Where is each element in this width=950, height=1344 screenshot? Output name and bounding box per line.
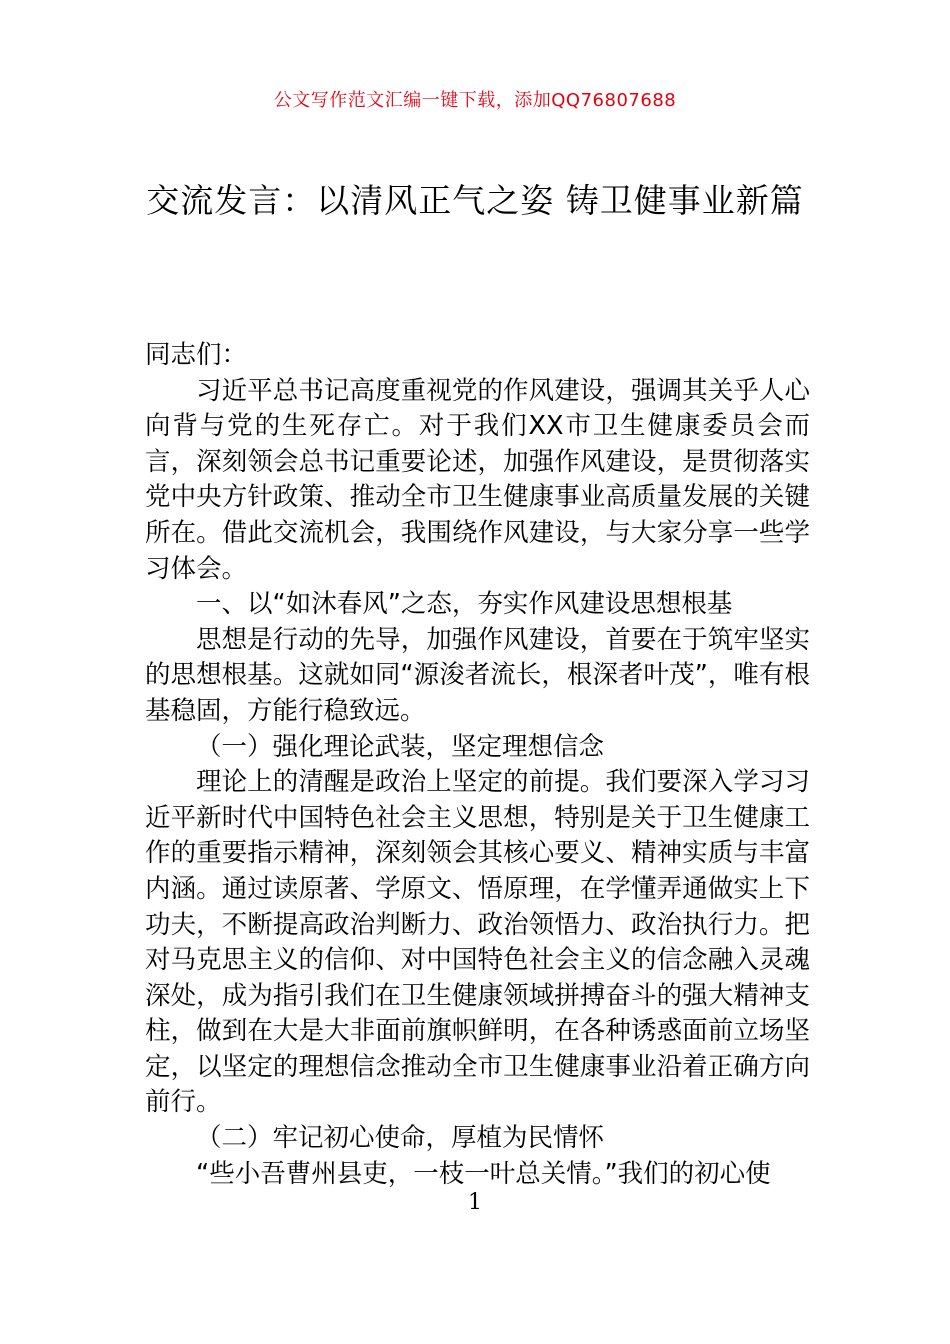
body-paragraph: 习近平总书记高度重视党的作风建设，强调其关乎人心向背与党的生死存亡。对于我们XX市卫生健康委员会而言，深刻领会总书记重要论述，加强作风建设，是贯彻落实党中央方针政策、推动全市卫生健康事业高质量发展的关键所在。借此交流机会，我围绕作风建设，与大家分享一些学习体会。 — [145, 375, 810, 584]
body-paragraph: “些小吾曹州县吏，一枝一叶总关情。”我们的初心使 — [196, 1158, 771, 1189]
subsection-heading: （一）强化理论武装，坚定理想信念 — [196, 731, 605, 762]
body-paragraph: 理论上的清醒是政治上坚定的前提。我们要深入学习习近平新时代中国特色社会主义思想，特别是关于卫生健康工作的重要指示精神，深刻领会其核心要义、精神实质与丰富内涵。通过读原著、学原文、悟原理，在学懂弄通做实上下功夫，不断提高政治判断力、政治领悟力、政治执行力。把对马克思主义的信仰、对中国特色社会主义的信念融入灵魂深处，成为指引我们在卫生健康领域拼搏奋斗的强大精神支柱，做到在大是大非面前旗帜鲜明，在各种诱惑面前立场坚定，以坚定的理想信念推动全市卫生健康事业沿着正确方向前行。 — [145, 767, 810, 1118]
salutation: 同志们： — [145, 340, 248, 370]
page-number: 1 — [468, 1190, 482, 1215]
section-heading: 一、以“如沐春风”之态，夯实作风建设思想根基 — [196, 589, 733, 620]
page-title: 交流发言：以清风正气之姿 铸卫健事业新篇 — [146, 181, 804, 220]
promo-banner: 公文写作范文汇编一键下载，添加QQ76807688 — [273, 90, 677, 111]
document-body — [145, 338, 810, 1192]
body-paragraph: 思想是行动的先导，加强作风建设，首要在于筑牢坚实的思想根基。这就如同“源浚者流长，根深者叶茂”，唯有根基稳固，方能行稳致远。 — [145, 624, 810, 726]
subsection-heading: （二）牢记初心使命，厚植为民情怀 — [196, 1123, 605, 1154]
